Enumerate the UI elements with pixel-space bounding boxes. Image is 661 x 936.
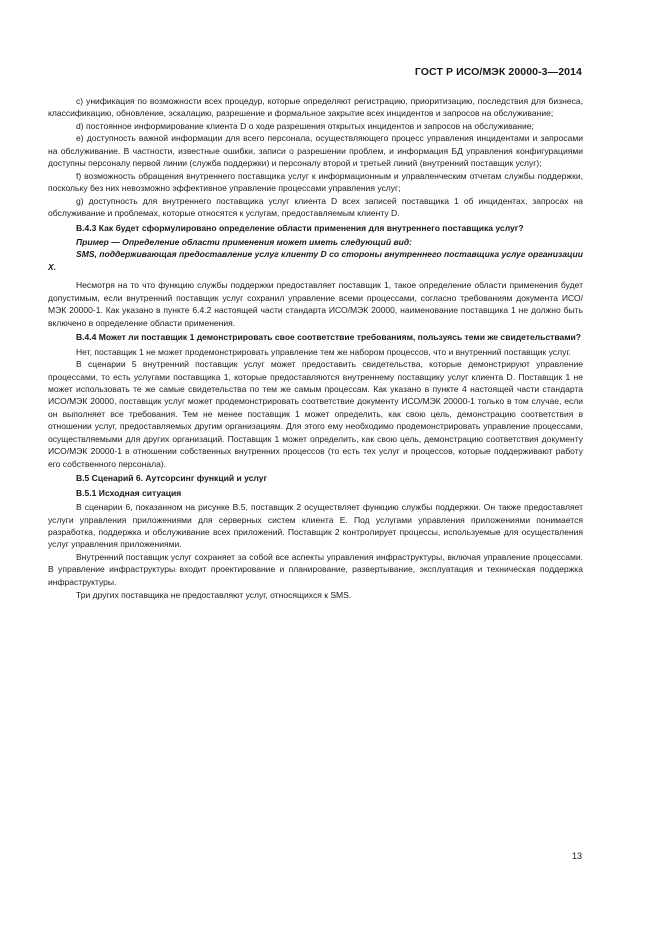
section-heading-b-4-3: B.4.3 Как будет сформулировано определение области применения для внутреннего поставщика услуг? (76, 222, 524, 233)
example-definition: SMS, поддерживающая предоставление услуг клиенту D со стороны внутреннего поставщика услуг организации X. (48, 249, 583, 272)
body-paragraph: Нет, поставщик 1 не может продемонстрировать управление тем же набором процессов, что и внутренний поставщик услуг. (76, 346, 571, 357)
example-intro: Пример — Определение области применения может иметь следующий вид: (76, 236, 412, 247)
page-number: 13 (571, 851, 582, 861)
document-body (48, 95, 583, 602)
list-item-e: e) доступность важной информации для всего персонала, осуществляющего процесс управления инцидентами и запросами на обслуживание. В частности, известные ошибки, записи о разрешении проблем, и информация БД управления конфигурациями доступны персоналу первой линии (служба поддержки) и персоналу второй и третьей линий (внутренний поставщик услуг); (48, 133, 583, 169)
document-header: ГОСТ Р ИСО/МЭК 20000-3—2014 (414, 66, 582, 78)
body-paragraph: Внутренний поставщик услуг сохраняет за собой все аспекты управления инфраструктуры, включая управление процессами. В управление инфраструктуры входит проектирование и планирование, развертывание, эксплуатация и техническая поддержка инфраструктуры. (48, 551, 583, 587)
section-heading-b-4-4: B.4.4 Может ли поставщик 1 демонстрировать свое соответствие требованиям, пользуясь теми же свидетельствами? (76, 332, 582, 343)
list-item-f: f) возможность обращения внутреннего поставщика услуг к информационным и управленческим отчетам службы поддержки, поскольку без них невозможно эффективное управление процессами управления услуг; (48, 170, 583, 194)
list-item-d: d) постоянное информирование клиента D о ходе разрешения открытых инцидентов и запросов на обслуживание; (76, 120, 534, 131)
list-item-g: g) доступность для внутреннего поставщика услуг клиента D всех записей поставщика 1 об инцидентах, запросах на обслуживание и проблемах, которые относятся к услугам, предоставляемым клиенту D. (48, 195, 583, 219)
body-paragraph: В сценарии 5 внутренний поставщик услуг может предоставить свидетельства, которые демонстрируют управление процессами, то есть услугами поставщика 1, которые предоставляются внутреннему поставщику услуг клиента D. Поставщик 1 не может использовать те же самые свидетельства по тем же самым процессам. Как указано в пункте 4 настоящей части стандарта ИСО/МЭК 20000, поставщик услуг может продемонстрировать соответствие документу ИСО/МЭК 20000-1 только в том случае, если он выполняет все требования. Тем не менее поставщик 1 может определить, как свою цель, демонстрацию соответствия в отношении услуг, предоставляемых другим организациям. Для этого ему необходимо продемонстрировать управление процессами, осуществляемыми для других организаций. Поставщик 1 может определить, как свою цель, демонстрацию соответствия документу ИСО/МЭК 20000-1 в отношении собственных внутренних процессов (то есть тех услуг и процессов, которые поддерживают работу его собственного персонала). (48, 359, 583, 469)
body-paragraph: Три других поставщика не предоставляют услуг, относящихся к SMS. (76, 590, 352, 601)
list-item-c: c) унификация по возможности всех процедур, которые определяют регистрацию, приоритизацию, последствия для бизнеса, классификацию, обновление, эскалацию, разрешение и формальное закрытие всех инцидентов и запросов на обслуживание; (48, 96, 583, 119)
section-heading-b-5: B.5 Сценарий 6. Аутсорсинг функций и услуг (76, 473, 268, 484)
body-paragraph: В сценарии 6, показанном на рисунке B.5, поставщик 2 осуществляет функцию службы поддержки. Он также предоставляет услуги управления приложениями для серверных систем клиента E. Под услугами управления приложениями понимается разработка, поддержка и обслуживание всех приложений. Поставщик 2 контролирует процессы, используемые для осуществления услуг управления приложениями. (48, 502, 583, 550)
section-heading-b-5-1: B.5.1 Исходная ситуация (76, 487, 182, 498)
body-paragraph: Несмотря на то что функцию службы поддержки предоставляет поставщик 1, такое определение области применения будет допустимым, если внутренний поставщик услуг сохранил управление всеми процессами, согласно требованиям документа ИСО/МЭК 20000-1. Как указано в пункте 6.4.2 настоящей части стандарта ИСО/МЭК 20000, наименование поставщика 1 не должно быть включено в определение области применения. (48, 280, 583, 328)
